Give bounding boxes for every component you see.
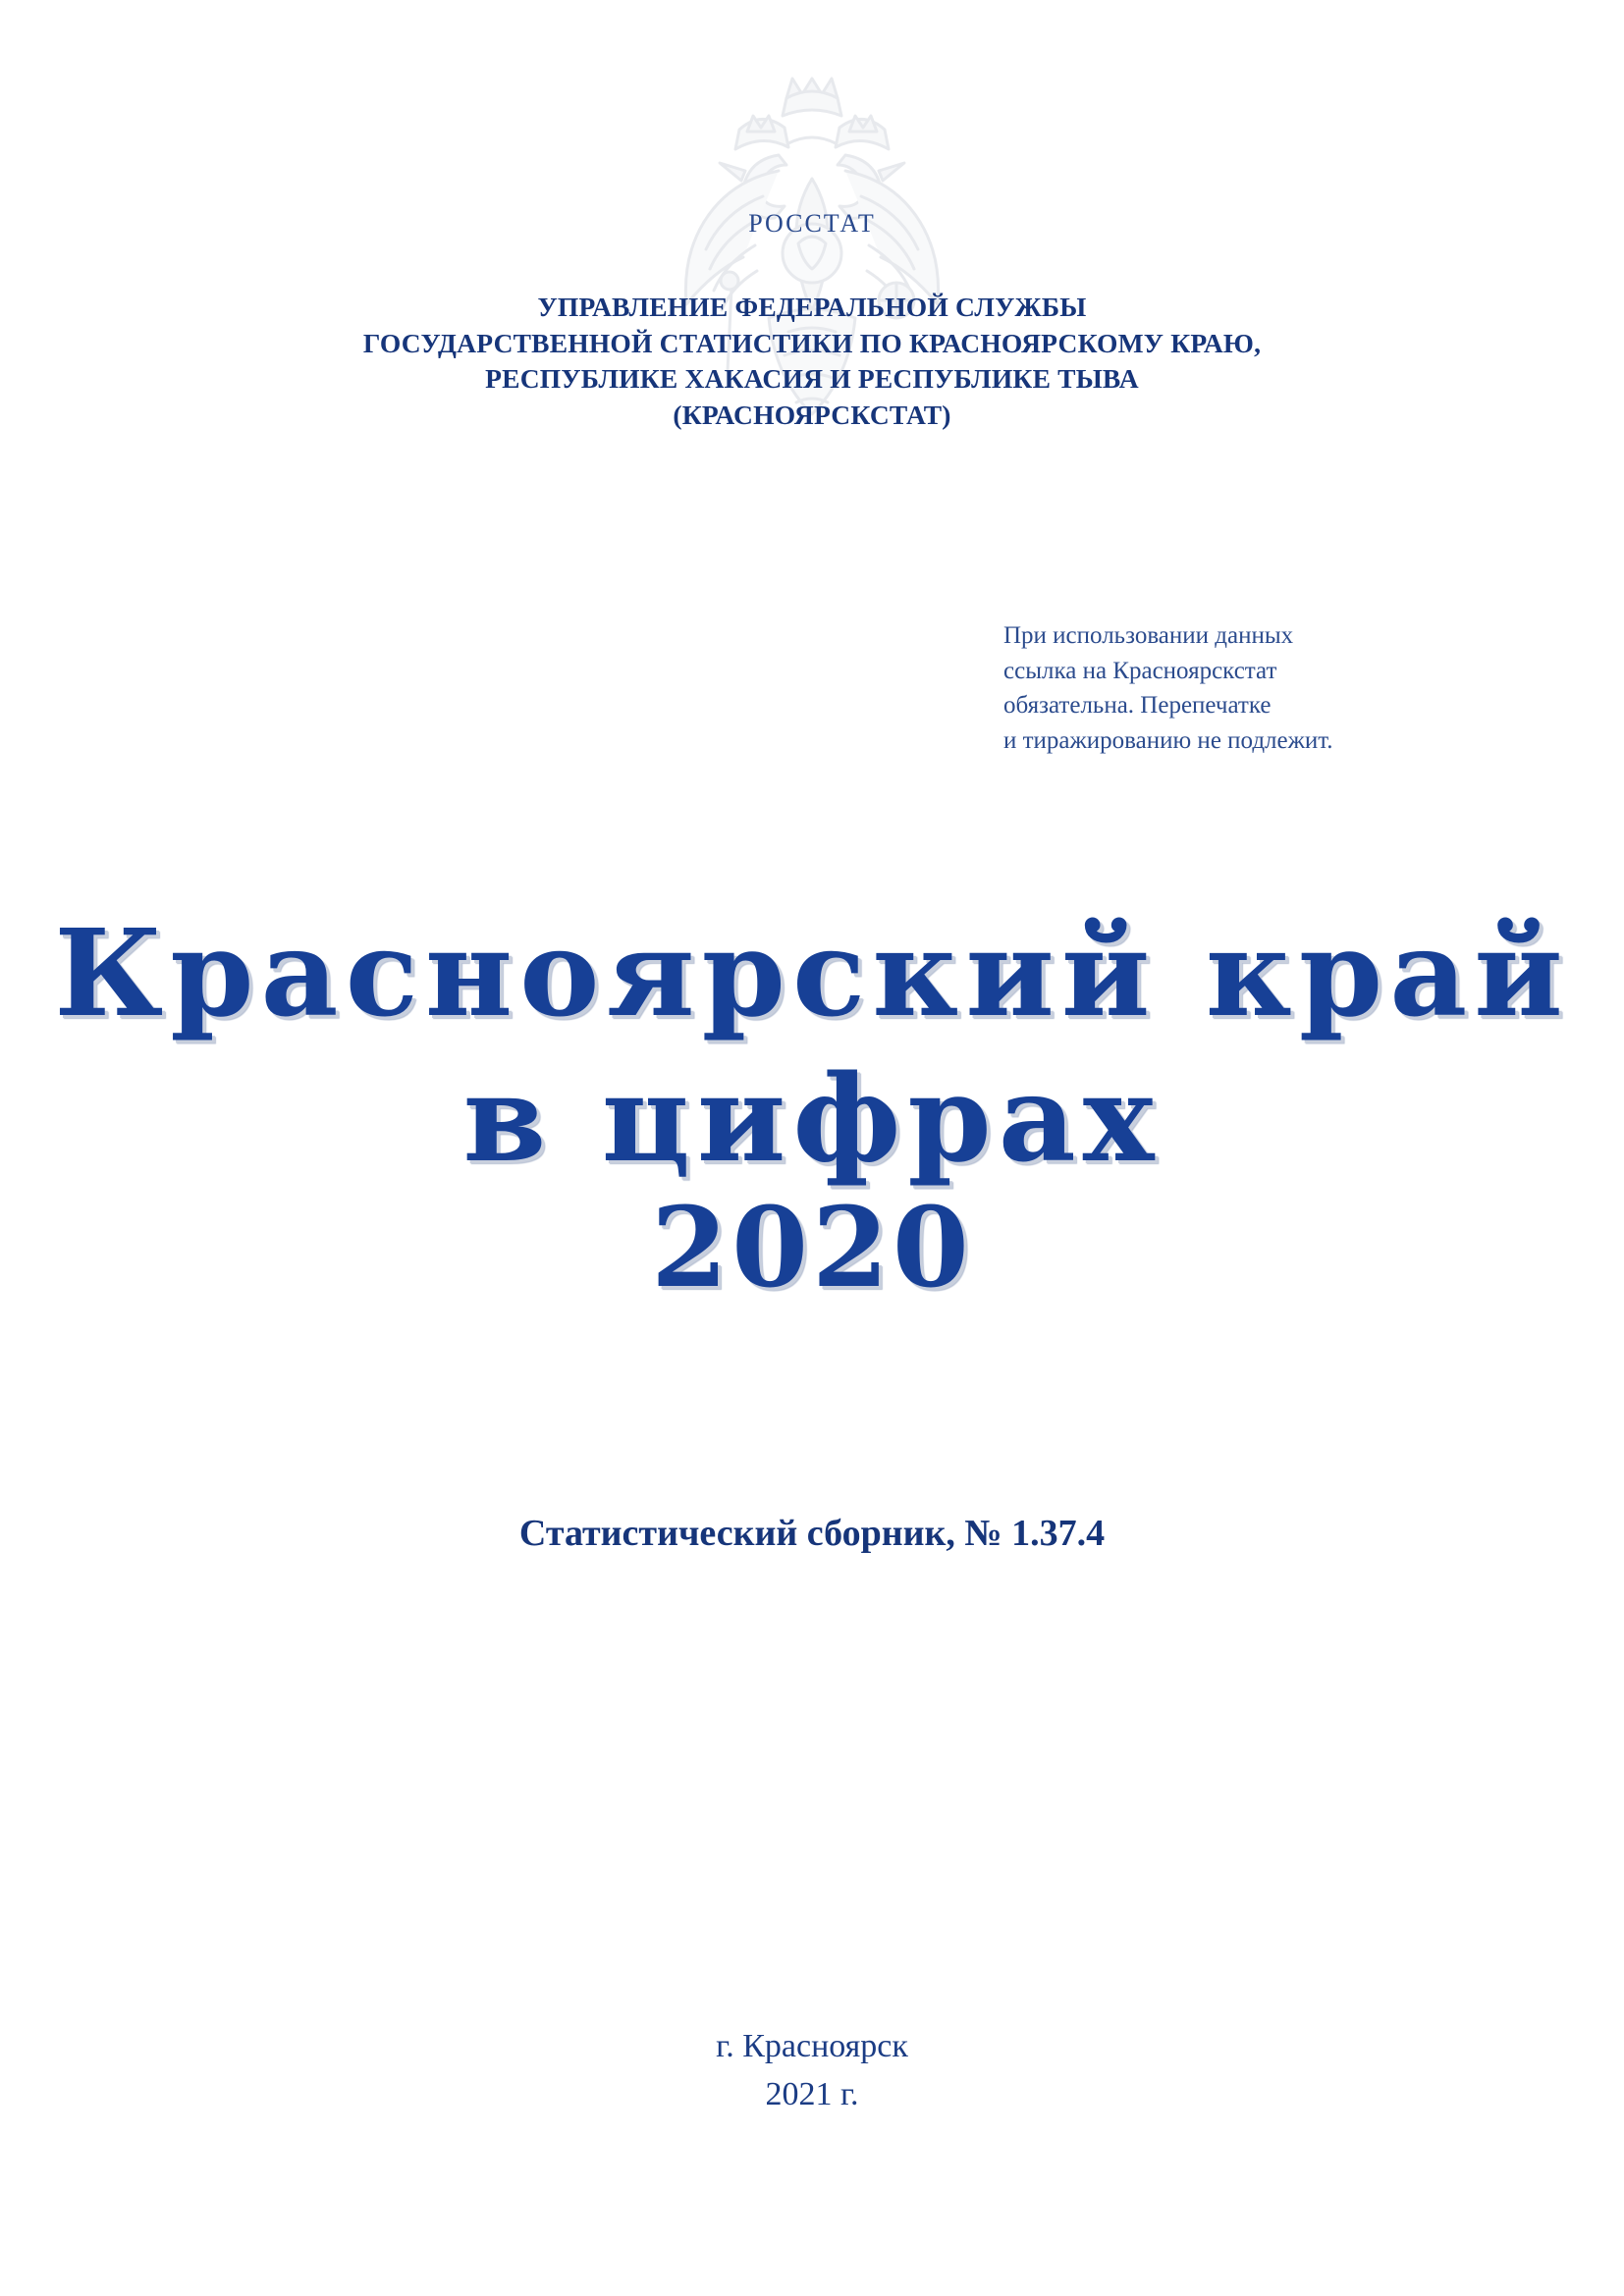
page-title-year: 2020 (651, 1184, 973, 1312)
usage-notice (1003, 618, 1514, 758)
usage-notice-line-3: обязательна. Перепечатке (1003, 692, 1272, 719)
page-title-line-1: Красноярский край (54, 902, 1570, 1043)
imprint (0, 2022, 1624, 2119)
organization-name-line-1: УПРАВЛЕНИЕ ФЕДЕРАЛЬНОЙ СЛУЖБЫ (537, 292, 1087, 322)
organization-name-line-3: РЕСПУБЛИКЕ ХАКАСИЯ И РЕСПУБЛИКЕ ТЫВА (485, 363, 1139, 395)
publication-subtitle: Статистический сборник, № 1.37.4 (518, 1513, 1106, 1554)
usage-notice-line-1: При использовании данных (1003, 622, 1294, 649)
usage-notice-line-4: и тиражированию не подлежит. (1003, 726, 1333, 754)
agency-short-name: РОССТАТ (748, 209, 876, 238)
organization-name-line-2: ГОСУДАРСТВЕННОЙ СТАТИСТИКИ ПО КРАСНОЯРСКОМУ КРАЮ, (362, 327, 1262, 358)
organization-name (0, 290, 1624, 433)
page-title (0, 902, 1624, 1312)
imprint-year: 2021 г. (765, 2076, 859, 2113)
page-title-line-2: в цифрах (462, 1047, 1162, 1189)
usage-notice-line-2: ссылка на Красноярскстат (1003, 657, 1277, 684)
organization-name-line-4: (КРАСНОЯРСКСТАТ) (673, 399, 951, 430)
imprint-city: г. Красноярск (716, 2028, 908, 2064)
